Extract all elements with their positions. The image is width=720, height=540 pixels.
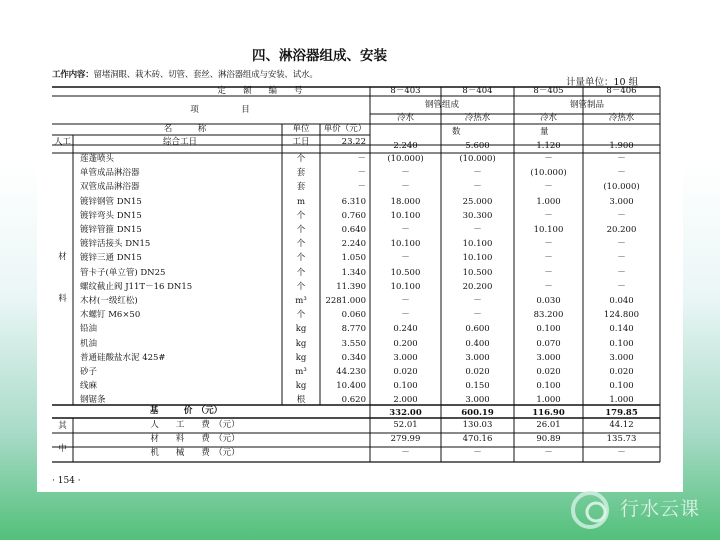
material-qty: －	[401, 296, 410, 306]
material-qty: 1.000	[609, 395, 634, 406]
material-name: 莲蓬喷头	[80, 154, 115, 164]
material-qty: －	[473, 310, 482, 321]
labor-unit: 工日	[292, 137, 310, 147]
material-qty: －	[401, 225, 410, 235]
breakdown-value: 279.99	[390, 434, 421, 444]
material-qty: 124.800	[603, 310, 640, 321]
material-unit: 个	[296, 281, 306, 292]
material-qty: －	[544, 253, 553, 264]
breakdown-value: 130.03	[462, 420, 493, 430]
material-unit: 个	[296, 253, 306, 264]
material-qty: 18.000	[390, 196, 421, 207]
material-qty: －	[544, 210, 553, 221]
breakdown-value: －	[401, 448, 410, 458]
material-qty: －	[617, 239, 626, 250]
material-qty: 10.500	[390, 267, 421, 278]
code-405: 8－405	[533, 86, 564, 96]
work-content-label: 工作内容：	[52, 70, 94, 80]
material-price: －	[357, 182, 366, 193]
material-qty: 0.070	[536, 338, 561, 349]
material-qty: 0.040	[609, 296, 634, 306]
material-name: 双管成品淋浴器	[80, 182, 140, 193]
material-qty: －	[617, 267, 626, 278]
material-name: 镀锌管箍 DN15	[80, 225, 142, 235]
group-steel-product: 钢管制品	[569, 100, 604, 110]
material-qty: －	[401, 310, 410, 321]
material-name: 砂子	[80, 367, 98, 377]
breakdown-value: 470.16	[462, 434, 493, 444]
material-unit: 套	[296, 168, 306, 179]
material-name: 木螺钉 M6×50	[80, 310, 141, 321]
material-qty: －	[617, 281, 626, 292]
material-qty: 0.100	[393, 381, 418, 392]
page-title: 四、淋浴器组成、安装	[252, 48, 387, 64]
material-name: 镀锌弯头 DN15	[80, 210, 142, 221]
group-steel-pipe: 钢管组成	[424, 100, 459, 110]
labor-val-403: 2.240	[393, 141, 418, 151]
material-qty: 0.020	[465, 367, 490, 377]
name-label: 名 称	[163, 124, 207, 134]
material-unit: kg	[295, 338, 307, 349]
material-qty: 10.100	[390, 239, 421, 250]
base-price-405: 116.90	[532, 408, 565, 418]
material-unit: kg	[295, 381, 307, 392]
material-qty: 0.020	[393, 367, 418, 377]
material-qty: 3.000	[536, 352, 561, 363]
material-name: 机油	[80, 338, 98, 349]
material-unit: 个	[296, 225, 306, 235]
breakdown-value: 26.01	[536, 420, 561, 430]
material-qty: (10.000)	[603, 182, 640, 193]
material-price: 1.340	[341, 267, 366, 278]
material-qty: －	[544, 182, 553, 193]
sub-cold-1: 冷水	[396, 113, 414, 123]
material-qty: 10.500	[462, 267, 493, 278]
breakdown-label: 材 料 费 （元）	[150, 434, 240, 444]
code-404: 8－404	[462, 86, 493, 96]
material-qty: －	[617, 253, 626, 264]
material-qty: 0.400	[465, 338, 490, 349]
breakdown-label: 机 械 费 （元）	[150, 448, 240, 458]
labor-name: 综合工日	[162, 137, 197, 147]
material-qty: 10.100	[533, 225, 564, 235]
material-name: 螺纹截止阀 J11T－16 DN15	[80, 281, 193, 292]
material-side-1: 材	[58, 252, 67, 262]
material-unit: 套	[296, 182, 306, 193]
qty-label-1: 数	[452, 127, 461, 137]
material-name: 钢锯条	[80, 395, 106, 406]
material-qty: 3.000	[465, 352, 490, 363]
sub-hotcold-2: 冷热水	[608, 113, 635, 123]
material-side-2: 料	[58, 294, 67, 304]
material-qty: (10.000)	[530, 168, 567, 179]
material-qty: 0.100	[536, 324, 561, 335]
material-price: 0.620	[341, 395, 366, 406]
material-qty: 30.300	[462, 210, 493, 221]
material-unit: 个	[296, 267, 306, 278]
code-406: 8－406	[606, 86, 637, 96]
material-unit: kg	[295, 352, 307, 363]
material-qty: 0.240	[393, 324, 418, 335]
breakdown-value: 90.89	[536, 434, 561, 444]
material-qty: －	[544, 239, 553, 250]
material-price: 0.760	[341, 210, 366, 221]
labor-side-label: 人工	[53, 137, 71, 147]
material-qty: 0.030	[536, 296, 561, 306]
material-qty: 10.100	[390, 210, 421, 221]
material-qty: 3.000	[609, 352, 634, 363]
material-price: 1.050	[341, 253, 366, 264]
material-name: 单管成品淋浴器	[80, 168, 140, 179]
material-qty: －	[544, 267, 553, 278]
material-unit: m³	[295, 296, 307, 306]
material-qty: 3.000	[393, 352, 418, 363]
material-unit: 个	[296, 239, 306, 250]
material-qty: 10.100	[462, 253, 493, 264]
material-price: 10.400	[336, 381, 366, 392]
material-qty: －	[617, 210, 626, 221]
material-qty: －	[473, 225, 482, 235]
material-qty: －	[544, 281, 553, 292]
material-name: 镀锌活接头 DN15	[80, 239, 151, 250]
material-qty: 3.000	[609, 196, 634, 207]
material-price: 11.390	[336, 281, 366, 292]
material-unit: m³	[295, 367, 307, 377]
base-price-403: 332.00	[389, 408, 422, 418]
material-unit: m	[296, 196, 306, 207]
material-qty: －	[544, 154, 553, 164]
material-qty: 25.000	[462, 196, 493, 207]
material-qty: 0.020	[536, 367, 561, 377]
breakdown-value: 44.12	[609, 420, 634, 430]
material-qty: 0.150	[465, 381, 490, 392]
sub-hotcold-1: 冷热水	[464, 113, 491, 123]
labor-val-404: 5.600	[465, 141, 490, 151]
material-qty: 1.000	[536, 196, 561, 207]
labor-price: 23.22	[341, 137, 366, 147]
breakdown-value: 52.01	[393, 420, 418, 430]
material-qty: －	[617, 168, 626, 179]
material-qty: 83.200	[533, 310, 564, 321]
labor-val-406: 1.900	[609, 141, 634, 151]
material-qty: 0.100	[609, 381, 634, 392]
material-price: 8.770	[341, 324, 366, 335]
price-label: 单价（元）	[323, 124, 367, 134]
sub-cold-2: 冷水	[539, 113, 557, 123]
material-unit: 个	[296, 210, 306, 221]
material-name: 铅油	[80, 324, 98, 335]
material-unit: 个	[296, 310, 306, 321]
watermark-text: 行水云课	[620, 498, 701, 520]
material-qty: (10.000)	[387, 154, 424, 164]
material-price: 44.230	[336, 367, 366, 377]
material-name: 木材(一级红松)	[80, 296, 138, 306]
material-qty: －	[401, 168, 410, 179]
material-price: 3.550	[341, 338, 366, 349]
measure-unit: 计量单位：10 组	[566, 77, 639, 88]
breakdown-value: －	[544, 448, 553, 458]
material-unit: 个	[296, 154, 306, 164]
breakdown-value: －	[473, 448, 482, 458]
material-name: 管卡子(单立管) DN25	[80, 267, 166, 278]
material-qty: －	[473, 182, 482, 193]
material-qty: 0.140	[609, 324, 634, 335]
material-qty: －	[401, 182, 410, 193]
material-qty: 10.100	[462, 239, 493, 250]
material-name: 线麻	[80, 381, 98, 392]
material-qty: 0.200	[393, 338, 418, 349]
breakdown-value: 135.73	[606, 434, 637, 444]
material-qty: 1.000	[536, 395, 561, 406]
material-price: 0.060	[341, 310, 366, 321]
breakdown-side-2: 中	[58, 444, 67, 454]
code-label: 定 额 编 号	[217, 86, 303, 96]
qty-label-2: 量	[540, 127, 549, 137]
material-name: 普通硅酸盐水泥 425#	[80, 352, 166, 363]
material-qty: 2.000	[393, 395, 418, 406]
material-name: 镀锌钢管 DN15	[80, 196, 142, 207]
material-price: 0.640	[341, 225, 366, 235]
material-price: 2281.000	[325, 296, 366, 306]
material-price: 2.240	[341, 239, 366, 250]
material-name: 镀锌三通 DN15	[80, 253, 142, 264]
material-qty: 20.200	[606, 225, 637, 235]
material-qty: 10.100	[390, 281, 421, 292]
material-qty: 0.100	[609, 338, 634, 349]
material-price: －	[357, 154, 366, 164]
code-403: 8－403	[390, 86, 421, 96]
work-content-text: 留堵洞眼、栽木砖、切管、套丝、淋浴器组成与安装、试水。	[93, 70, 318, 80]
base-price-404: 600.19	[461, 408, 494, 418]
material-qty: 3.000	[465, 395, 490, 406]
material-price: 6.310	[341, 196, 366, 207]
material-qty: (10.000)	[459, 154, 496, 164]
material-qty: 0.100	[536, 381, 561, 392]
material-qty: －	[401, 253, 410, 264]
material-unit: 根	[296, 395, 306, 406]
material-qty: －	[473, 296, 482, 306]
breakdown-label: 人 工 费 （元）	[150, 420, 240, 430]
breakdown-value: －	[617, 448, 626, 458]
page-number: · 154 ·	[52, 476, 81, 486]
labor-val-405: 1.120	[536, 141, 561, 151]
material-qty: －	[473, 168, 482, 179]
material-unit: kg	[295, 324, 307, 335]
material-qty: －	[617, 154, 626, 164]
material-price: －	[357, 168, 366, 179]
material-qty: 20.200	[462, 281, 493, 292]
unit-label: 单位	[292, 124, 310, 134]
item-label: 项 目	[190, 105, 250, 115]
breakdown-side-1: 其	[58, 421, 67, 431]
material-price: 0.340	[341, 352, 366, 363]
base-price-label: 基 价 （元）	[149, 406, 223, 416]
material-qty: 0.020	[609, 367, 634, 377]
base-price-406: 179.85	[605, 408, 638, 418]
material-qty: 0.600	[465, 324, 490, 335]
